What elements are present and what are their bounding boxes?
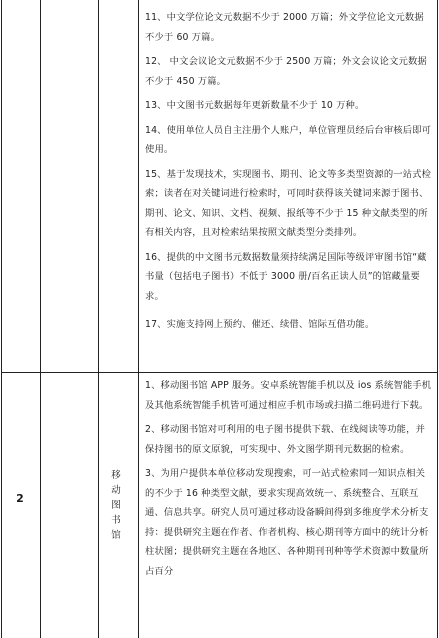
category-char: 图 <box>111 500 121 511</box>
requirements-upper <box>145 8 433 335</box>
category-label <box>107 468 125 543</box>
requirement-item: 11、中文学位论文元数据不少于 2000 万篇；外文学位论文元数据不少于 60 万篇。 <box>145 12 424 43</box>
requirement-item: 14、使用单位人员自主注册个人账户，单位管理员经后台审核后即可使用。 <box>145 124 432 155</box>
requirement-item: 13、中文图书元数据每年更新数量不少于 10 万种。 <box>145 100 365 111</box>
column-divider-2 <box>98 0 99 638</box>
table-border-left <box>1 0 2 638</box>
requirements-lower <box>145 376 433 581</box>
category-char: 动 <box>111 485 121 496</box>
category-char: 书 <box>111 515 121 526</box>
requirement-item: 12、 中文会议论文元数据不少于 2500 万篇；外文会议论文元数据不少于 450 万篇。 <box>145 56 427 87</box>
table-border-right <box>437 0 438 638</box>
row-divider <box>1 372 438 373</box>
row-number: 2 <box>16 492 24 505</box>
requirement-item: 1、移动图书馆 APP 服务。安卓系统智能手机以及 ios 系统智能手机及其他系统智能手机皆可通过相应手机市场或扫描二维码进行下载。 <box>145 380 432 411</box>
category-char: 馆 <box>111 530 121 541</box>
requirement-item: 15、基于发现技术，实现图书、期刊、论文等多类型资源的一站式检索；读者在对关键词进行检索时，可同时获得该关键词来源于图书、期刊、论文、知识、文档、视频、报纸等不少于 15 种文献类型的所有相关内容，且对检索结果按照文献类型分类排列。 <box>145 168 432 238</box>
column-divider-1 <box>40 0 41 638</box>
column-divider-3 <box>138 0 139 638</box>
requirement-item: 2、移动图书馆对可利用的电子图书提供下载、在线阅读等功能，并保持图书的原文原貌，可实现中、外文图学期刊元数据的检索。 <box>145 424 426 455</box>
category-char: 移 <box>111 470 121 481</box>
requirement-item: 3、为用户提供本单位移动发现搜索，可一站式检索同一知识点相关的不少于 16 种类型文献，要求实现高效统一、系统整合、互联互通、信息共享。研究人员可通过移动设备瞬间得到多维度学术分析支持：提供研究主题在作者、作者机构、核心期刊等方面中的统计分析柱状图；提供研究主题在各地区、各种期刊刊种等学术资源中数量所占百分 <box>145 468 429 577</box>
requirement-item: 16、提供的中文图书元数据数量须持续满足国际等级评审图书馆“藏书量（包括电子图书）不低于 3000 册/百名正读人员”的馆藏量要求。 <box>145 251 427 302</box>
requirement-item: 17、实施支持网上预约、催还、续借、馆际互借功能。 <box>145 319 375 330</box>
